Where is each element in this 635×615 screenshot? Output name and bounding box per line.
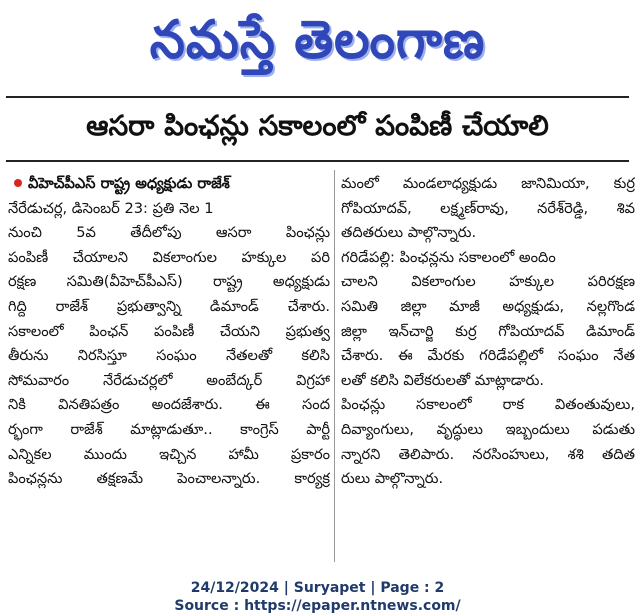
article-column-left — [8, 172, 330, 492]
body-line: లతో కలిసి విలేకరులతో మాట్లాడారు. — [341, 371, 545, 389]
body-line: గరిడేపల్లి: పింఛన్లను సకాలంలో అందిం — [341, 248, 556, 266]
footer-source-link[interactable]: Source : https://epaper.ntnews.com/ — [174, 598, 461, 614]
body-line: చాలని వికలాంగుల హక్కుల పరిరక్షణ — [341, 273, 635, 291]
column-divider — [334, 170, 335, 562]
body-line: పింఛన్లు సకాలంలో రాక వితంతువులు, — [341, 396, 635, 414]
body-line: తదితరులు పాల్గొన్నారు. — [341, 224, 477, 242]
body-line: జిల్లా ఇన్‌చార్జి కుర్ర గోపియాదవ్‌ డిమాండ్‌ — [341, 322, 635, 340]
body-line: సోమవారం నేరేడుచర్లలో అంబేద్కర్‌ విగ్రహా — [8, 371, 330, 389]
body-line: రక్షణ సమితి(వీహెచ్‌పీఎస్‌) రాష్ట్ర అధ్యక్షుడు — [8, 273, 330, 291]
body-line: మంలో మండలాధ్యక్షుడు జానిమియా, కుర్ర — [341, 175, 635, 192]
body-line: దివ్యాంగులు, వృద్ధులు ఇబ్బందులు పడుతు — [341, 420, 635, 438]
article-column-right — [341, 172, 635, 492]
body-line: న్నారని తెలిపారు. నరసింహులు, శశి తదిత — [341, 445, 635, 463]
body-line: తీరును నిరసిస్తూ సంఘం నేతలతో కలిసి — [8, 347, 330, 365]
body-line: గిద్ది రాజేశ్‌ ప్రభుత్వాన్ని డిమాండ్‌ చేశారు. — [8, 297, 330, 315]
body-line: నేరేడుచర్ల, డిసెంబర్‌ 23: ప్రతి నెల 1 — [8, 199, 214, 217]
masthead — [0, 0, 635, 92]
body-line: పంపిణీ చేయాలని వికలాంగుల హక్కుల పరి — [8, 248, 330, 266]
body-line: పింఛన్లను తక్షణమే పెంచాలన్నారు. కార్యక్ర — [8, 470, 330, 488]
body-line: గోపియాదవ్‌, లక్ష్మణ్‌రావు, నరేశ్‌రెడ్డి, శివ — [341, 199, 635, 217]
body-line: ఎన్నికల ముందు ఇచ్చిన హామీ ప్రకారం — [8, 445, 330, 463]
divider-headline — [6, 160, 629, 162]
body-line: నికి వినతిపత్రం అందజేశారు. ఈ సంద — [8, 396, 330, 414]
body-line: సకాలంలో పింఛన్‌ పంపిణీ చేయని ప్రభుత్వ — [8, 322, 330, 340]
subhead-text: వీహెచ్‌పీఎస్‌ రాష్ట్ర అధ్యక్షుడు రాజేశ్‌ — [28, 175, 230, 192]
body-line: చేశారు. ఈ మేరకు గరిడేపల్లిలో సంఘం నేత — [341, 347, 635, 365]
body-line: సమితి జిల్లా మాజీ అధ్యక్షుడు, నల్లగొండ — [341, 297, 635, 315]
body-line: రులు పాల్గొన్నారు. — [341, 470, 444, 488]
footer-date-edition: 24/12/2024 | Suryapet | Page : 2 — [190, 580, 445, 596]
body-line: నుంచి 5వ తేదీలోపు ఆసరా పింఛన్లు — [8, 224, 330, 242]
body-line: ర్భంగా రాజేశ్‌ మాట్లాడుతూ.. కాంగ్రెస్‌ పార్టీ — [8, 420, 330, 438]
bullet-icon — [14, 179, 22, 187]
newspaper-logo: నమస్తే తెలంగాణ — [149, 8, 486, 70]
divider-top — [6, 96, 629, 98]
article-headline: ఆసరా పింఛన్లు సకాలంలో పంపిణీ చేయాలి — [86, 109, 549, 142]
article-subhead — [8, 172, 330, 197]
